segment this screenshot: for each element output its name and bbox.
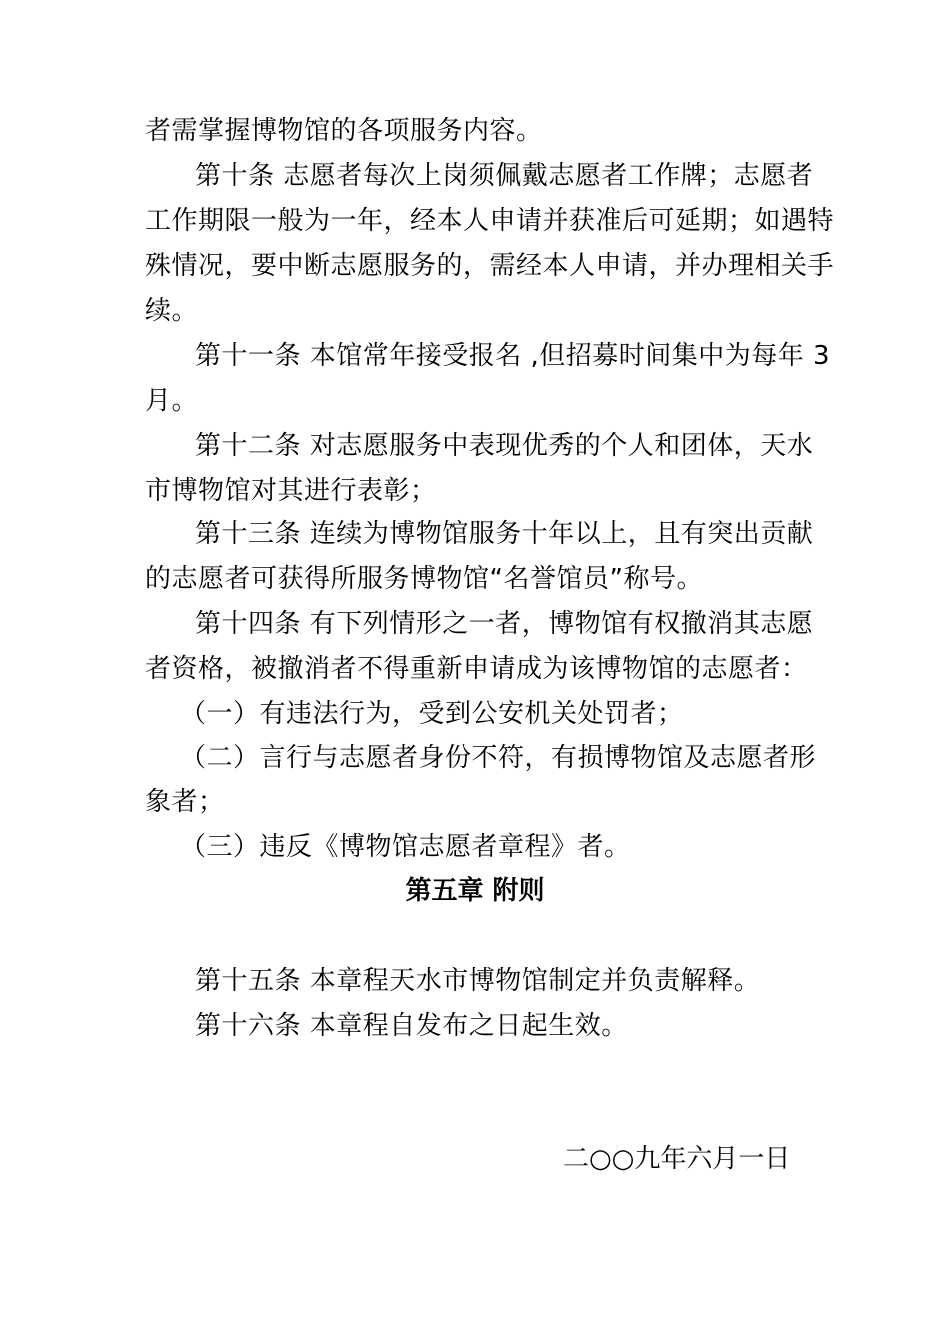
clause-1: （一）有违法行为，受到公安机关处罚者； bbox=[180, 699, 684, 729]
chapter-heading: 第五章 附则 bbox=[405, 876, 545, 906]
text-line: 者资格，被撤消者不得重新申请成为该博物馆的志愿者： bbox=[145, 654, 808, 684]
text-line: 的志愿者可获得所服务博物馆“名誉馆员”称号。 bbox=[145, 564, 703, 594]
article-13: 第十三条 连续为博物馆服务十年以上，且有突出贡献 bbox=[195, 519, 814, 549]
article-16: 第十六条 本章程自发布之日起生效。 bbox=[195, 1011, 628, 1041]
document-date: 二○○九年六月一日 bbox=[563, 1144, 791, 1174]
clause-2: （二）言行与志愿者身份不符，有损博物馆及志愿者形 bbox=[180, 743, 817, 773]
text-line: 象者； bbox=[145, 787, 225, 817]
article-15: 第十五条 本章程天水市博物馆制定并负责解释。 bbox=[195, 966, 761, 996]
article-11: 第十一条 本馆常年接受报名 ,但招募时间集中为每年 3 bbox=[195, 341, 831, 371]
text-line: 工作期限一般为一年，经本人申请并获准后可延期；如遇特 bbox=[145, 206, 835, 236]
clause-3: （三）违反《博物馆志愿者章程》者。 bbox=[180, 832, 631, 862]
article-10: 第十条 志愿者每次上岗须佩戴志愿者工作牌；志愿者 bbox=[195, 161, 814, 191]
text-line: 殊情况，要中断志愿服务的，需经本人申请，并办理相关手 bbox=[145, 251, 835, 281]
text-line: 月。 bbox=[145, 386, 199, 416]
text-line: 市博物馆对其进行表彰； bbox=[145, 476, 437, 506]
text-line: 续。 bbox=[145, 296, 199, 326]
article-12: 第十二条 对志愿服务中表现优秀的个人和团体，天水 bbox=[195, 431, 814, 461]
text-line: 者需掌握博物馆的各项服务内容。 bbox=[145, 116, 543, 146]
article-14: 第十四条 有下列情形之一者，博物馆有权撤消其志愿 bbox=[195, 609, 814, 639]
